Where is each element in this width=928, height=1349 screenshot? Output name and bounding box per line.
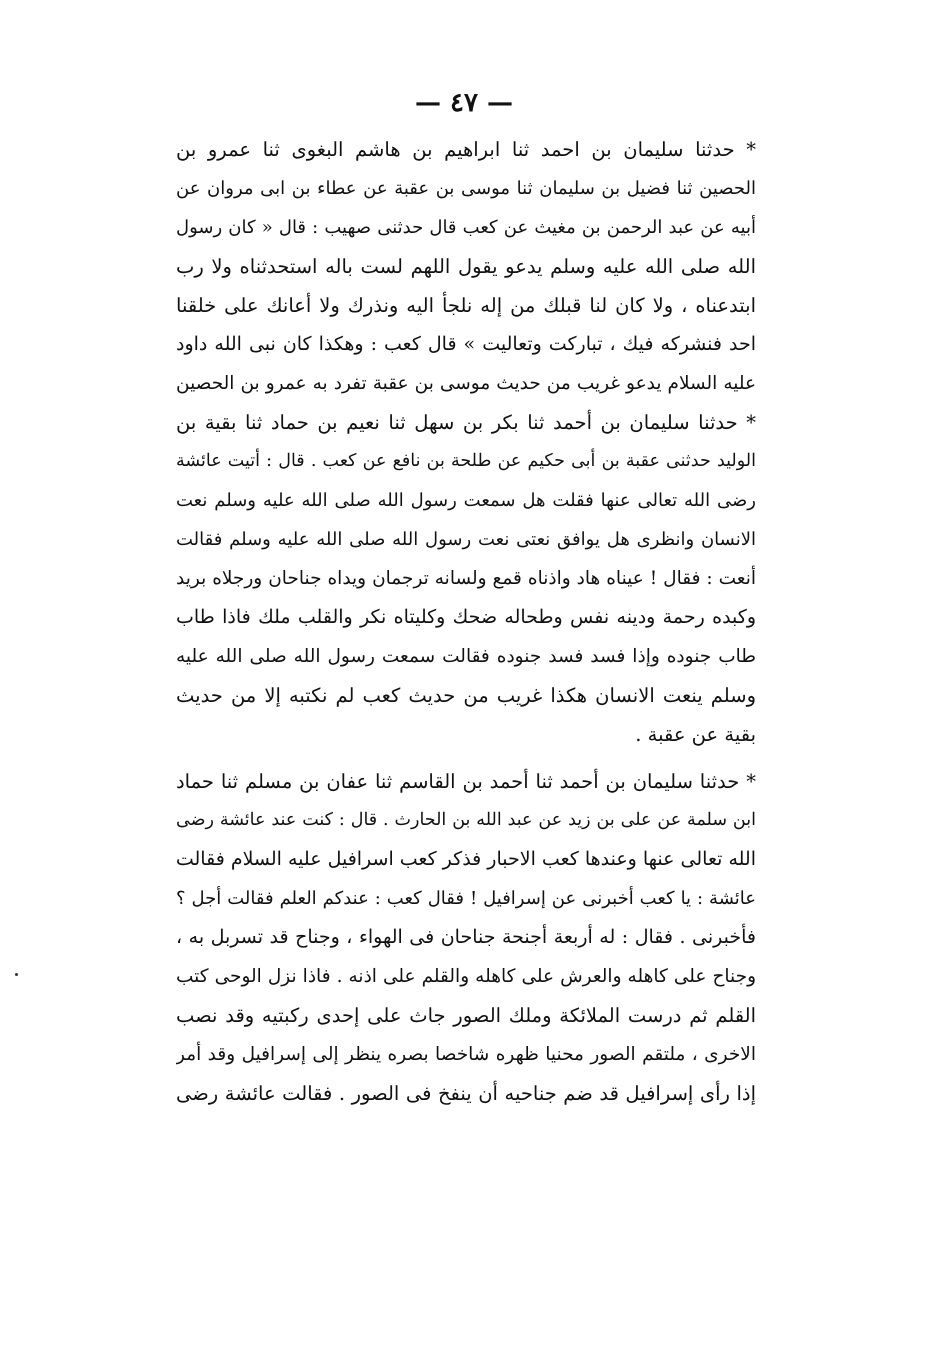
page-number: — ٤٧ —	[414, 88, 514, 118]
text-line: وسلم ينعت الانسان هكذا غريب من حديث كعب لم نكتبه إلا من حديث	[176, 684, 756, 707]
text-line: عائشة : يا كعب أخبرنى عن إسرافيل ! فقال كعب : عندكم العلم فقالت أجل ؟	[176, 888, 756, 909]
text-line: * حدثنا سليمان بن أحمد ثنا أحمد بن القاسم ثنا عفان بن مسلم ثنا حماد	[176, 770, 756, 793]
paragraph-1	[176, 130, 756, 403]
text-line: ابتدعناه ، ولا كان لنا قبلك من إله نلجأ اليه ونذرك ولا أعانك على خلقنا	[176, 294, 756, 317]
text-line: أبيه عن عبد الرحمن بن مغيث عن كعب قال حدثنى صهيب : قال « كان رسول	[176, 217, 756, 238]
text-line: وكبده رحمة ودينه نفس وطحاله ضحك وكليتاه نكر والقلب ملك فاذا طاب	[176, 606, 756, 628]
paragraph-2	[176, 403, 756, 754]
text-line: * حدثنا سليمان بن احمد ثنا ابراهيم بن هاشم البغوى ثنا عمرو بن	[176, 138, 756, 161]
paragraph-gap	[176, 754, 756, 762]
text-line: طاب جنوده وإذا فسد فسد جنوده فقالت سمعت رسول الله صلى الله عليه	[176, 646, 756, 667]
text-line: وجناح على كاهله والعرش على كاهله والقلم على اذنه . فاذا نزل الوحى كتب	[176, 966, 756, 987]
text-line: * حدثنا سليمان بن أحمد ثنا بكر بن سهل ثنا نعيم بن حماد ثنا بقية بن	[176, 411, 756, 434]
body-text	[176, 130, 756, 1113]
margin-speck	[15, 973, 18, 976]
text-line: القلم ثم درست الملائكة وملك الصور جاث على إحدى ركبتيه وقد نصب	[176, 1004, 756, 1027]
text-line: ابن سلمة عن على بن زيد عن عبد الله بن الحارث . قال : كنت عند عائشة رضى	[176, 810, 756, 830]
text-line: الله تعالى عنها وعندها كعب الاحبار فذكر كعب اسرافيل عليه السلام فقالت	[176, 848, 756, 870]
text-line: الاخرى ، ملتقم الصور محنيا ظهره شاخصا بصره ينظر إلى إسرافيل وقد أمر	[176, 1044, 756, 1065]
text-line: عليه السلام يدعو غريب من حديث موسى بن عقبة تفرد به عمرو بن الحصين	[176, 373, 756, 394]
text-line: إذا رأى إسرافيل قد ضم جناحيه أن ينفخ فى الصور . فقالت عائشة رضى	[176, 1082, 756, 1105]
text-line: الله صلى الله عليه وسلم يدعو يقول اللهم لست باله استحدثناه ولا رب	[176, 255, 756, 278]
text-line: فأخبرنى . فقال : له أربعة أجنحة جناحان فى الهواء ، وجناح قد تسربل به ،	[176, 926, 756, 948]
text-line: الانسان وانظرى هل يوافق نعتى نعت رسول الله صلى الله عليه وسلم فقالت	[176, 529, 756, 550]
paragraph-3	[176, 762, 756, 1113]
text-line: بقية عن عقبة .	[635, 723, 756, 746]
text-line: الوليد حدثنى عقبة بن أبى حكيم عن طلحة بن نافع عن كعب . قال : أتيت عائشة	[176, 451, 756, 471]
text-line: الحصين ثنا فضيل بن سليمان ثنا موسى بن عقبة عن عطاء بن ابى مروان عن	[176, 178, 756, 199]
text-line: احد فنشركه فيك ، تباركت وتعاليت » قال كعب : وهكذا كان نبى الله داود	[176, 333, 756, 355]
text-line: رضى الله تعالى عنها فقلت هل سمعت رسول الله صلى الله عليه وسلم نعت	[176, 490, 756, 511]
text-line: أنعت : فقال ! عيناه هاد واذناه قمع ولسانه ترجمان ويداه جناحان ورجلاه بريد	[176, 568, 756, 589]
